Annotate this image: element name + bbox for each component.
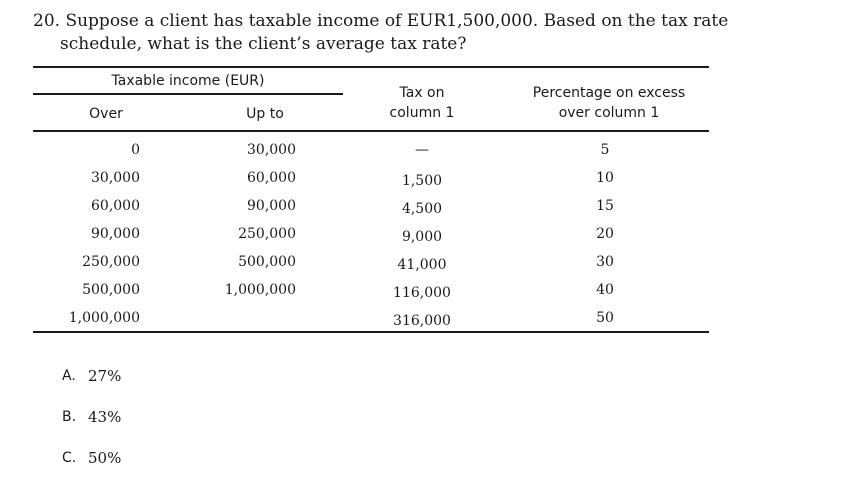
answer-value: 27% bbox=[88, 366, 122, 385]
cell-tax: 41,000 bbox=[397, 257, 447, 273]
cell-up-to: 1,000,000 bbox=[224, 282, 296, 298]
cell-over: 30,000 bbox=[91, 170, 140, 186]
group-header-underline bbox=[33, 93, 343, 95]
cell-up-to: 250,000 bbox=[238, 226, 296, 242]
cell-over: 90,000 bbox=[91, 226, 140, 242]
question-text bbox=[33, 10, 793, 56]
cell-up-to bbox=[190, 304, 296, 332]
answer-value: 43% bbox=[88, 407, 122, 426]
cell-up-to: 90,000 bbox=[247, 198, 296, 214]
cell-tax: 1,500 bbox=[401, 173, 443, 189]
cell-over: 500,000 bbox=[82, 282, 140, 298]
cell-tax: 316,000 bbox=[393, 313, 451, 329]
cell-over: 1,000,000 bbox=[68, 310, 140, 326]
cell-pct: 30 bbox=[596, 254, 614, 270]
cell-up-to: 30,000 bbox=[247, 142, 296, 158]
answer-option-b[interactable] bbox=[62, 396, 121, 437]
answer-option-c[interactable] bbox=[62, 437, 121, 478]
header-tax-on-column-1 bbox=[360, 83, 484, 123]
column-tax-on-column-1 bbox=[372, 136, 472, 332]
header-bottom-rule bbox=[33, 130, 709, 132]
header-pct-line-1: Percentage on excess bbox=[532, 85, 686, 101]
cell-tax: — bbox=[415, 142, 429, 158]
cell-pct: 5 bbox=[600, 142, 610, 158]
question-line-2: schedule, what is the client’s average tax rate? bbox=[60, 34, 467, 54]
column-up-to bbox=[190, 136, 296, 332]
cell-over: 60,000 bbox=[91, 198, 140, 214]
header-over: Over bbox=[89, 106, 123, 122]
cell-over: 0 bbox=[131, 142, 140, 158]
header-tax-line-2: column 1 bbox=[389, 105, 455, 121]
column-percentage bbox=[560, 136, 650, 332]
answer-letter: B. bbox=[62, 408, 77, 425]
header-percentage-on-excess bbox=[515, 83, 703, 123]
question-line-1: Suppose a client has taxable income of EUR1,500,000. Based on the tax rate bbox=[65, 11, 729, 31]
answer-option-a[interactable] bbox=[62, 355, 121, 396]
question-number: 20. bbox=[33, 11, 61, 31]
table-bottom-rule bbox=[33, 331, 709, 333]
answer-options bbox=[62, 355, 121, 478]
answer-letter: A. bbox=[62, 367, 76, 384]
cell-over: 250,000 bbox=[82, 254, 140, 270]
cell-pct: 20 bbox=[596, 226, 614, 242]
header-tax-line-1: Tax on bbox=[399, 85, 445, 101]
answer-value: 50% bbox=[88, 448, 122, 467]
cell-pct: 40 bbox=[596, 282, 614, 298]
group-header-taxable-income: Taxable income (EUR) bbox=[111, 73, 265, 89]
answer-letter: C. bbox=[62, 449, 77, 466]
cell-up-to: 60,000 bbox=[247, 170, 296, 186]
cell-up-to: 500,000 bbox=[238, 254, 296, 270]
column-over bbox=[33, 136, 140, 332]
table-top-rule bbox=[33, 66, 709, 68]
cell-pct: 15 bbox=[596, 198, 614, 214]
cell-tax: 116,000 bbox=[393, 285, 451, 301]
cell-pct: 10 bbox=[596, 170, 614, 186]
cell-pct: 50 bbox=[596, 310, 614, 326]
header-up-to: Up to bbox=[246, 106, 284, 122]
cell-tax: 4,500 bbox=[401, 201, 443, 217]
cell-tax: 9,000 bbox=[401, 229, 443, 245]
header-pct-line-2: over column 1 bbox=[558, 105, 660, 121]
